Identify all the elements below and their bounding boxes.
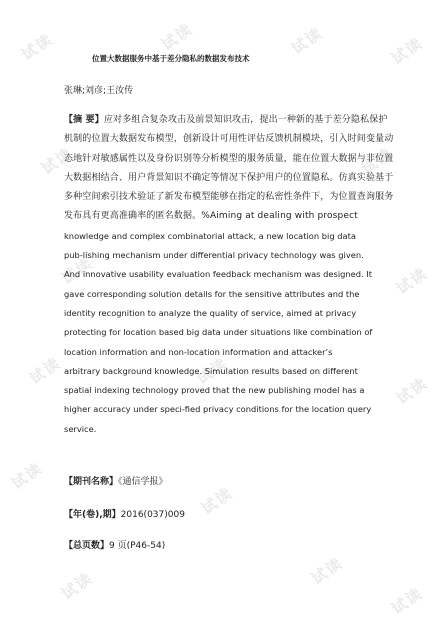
- abstract-line: spatial indexing technology proved that the new publishing model has a: [64, 385, 365, 396]
- page-count: [64, 538, 165, 551]
- watermark: 试读: [393, 373, 432, 409]
- watermark: 试读: [388, 33, 427, 69]
- abstract-line: knowledge and complex combinatorial attack, a new location big data: [64, 230, 356, 241]
- watermark: 试读: [308, 553, 347, 589]
- abstract-line: protecting for location based big data under situations like combination of: [64, 327, 373, 338]
- abstract-line: identity recognition to analyze the quality of service, aimed at privacy: [64, 307, 357, 318]
- journal-value: 《通信学报》: [118, 477, 168, 487]
- watermark: 试读: [288, 23, 327, 59]
- issue-value: 2016(037)009: [120, 510, 185, 520]
- authors: 张琳;刘彦;王汝传: [64, 86, 134, 96]
- abstract-line: arbitrary background knowledge. Simulation results based on different: [64, 365, 358, 376]
- abstract-line: 【摘 要】应对多组合复杂攻击及前景知识攻击，提出一种新的基于差分隐私保护: [64, 115, 388, 125]
- abstract-line: 多种空间索引技术验证了新发布模型能够在指定的私密性条件下，为位置查询服务: [64, 192, 394, 203]
- watermark: 试读: [18, 29, 57, 65]
- watermark: 试读: [58, 568, 97, 604]
- abstract-line: location information and non-location information and attacker’s: [64, 346, 333, 357]
- watermark: 试读: [198, 483, 237, 519]
- abstract-line: gave corresponding solution details for the sensitive attributes and the: [64, 288, 360, 299]
- watermark: 试读: [38, 143, 77, 179]
- issue-label: 【年(卷),期】: [64, 510, 121, 520]
- abstract-line: higher accuracy under speci-fied privacy conditions for the location query: [64, 404, 372, 415]
- journal-name: [64, 474, 168, 487]
- journal-issue: [64, 507, 185, 520]
- journal-label: 【期刊名称】: [64, 477, 119, 487]
- watermark: 试读: [393, 263, 432, 299]
- abstract-line: pub-lishing mechanism under differential privacy technology was given.: [64, 250, 364, 261]
- abstract-line: And innovative usability evaluation feedback mechanism was designed. It: [64, 269, 373, 280]
- abstract-line: 发布具有更高准确率的匿名数据。%Aiming at dealing with prospect: [64, 211, 358, 222]
- pages-label: 【总页数】: [64, 541, 110, 551]
- watermark: 试读: [58, 253, 97, 289]
- abstract-label: 【摘 要】: [64, 115, 104, 125]
- watermark: 试读: [388, 583, 427, 619]
- watermark: 试读: [193, 353, 232, 389]
- watermark: 试读: [158, 19, 197, 55]
- abstract-line: service.: [64, 423, 97, 434]
- watermark: 试读: [26, 353, 65, 389]
- document-title: 位置大数据服务中基于差分隐私的数据发布技术: [92, 54, 250, 63]
- pages-value: 9 页(P46-54): [109, 541, 166, 551]
- abstract-line: 态地针对敏感属性以及身份识别等分析模型的服务质量，能在位置大数据与非位置: [64, 153, 394, 164]
- watermark: 试读: [8, 458, 47, 494]
- abstract-line: 机制的位置大数据发布模型，创新设计可用性评估反馈机制模块，引入时间变量动: [64, 134, 394, 145]
- abstract: [64, 111, 394, 439]
- abstract-line: 大数据相结合、用户背景知识不确定等情况下保护用户的位置隐私。仿真实验基于: [64, 172, 394, 183]
- watermark: 试读: [358, 143, 397, 179]
